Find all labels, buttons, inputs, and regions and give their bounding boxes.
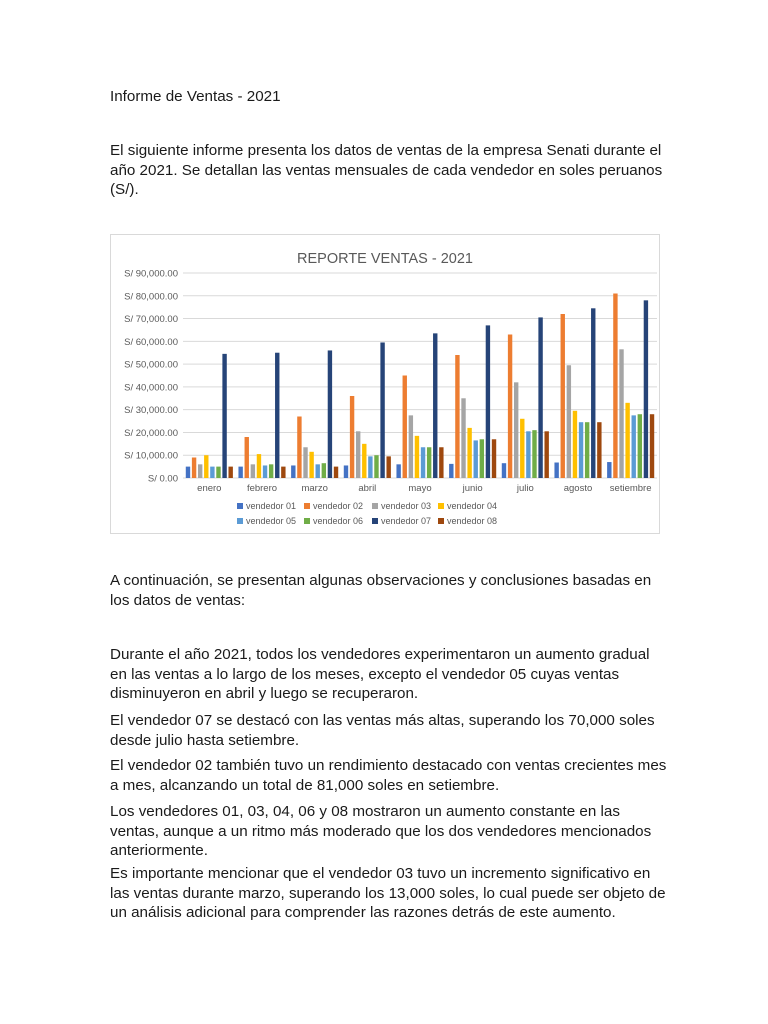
legend-label: vendedor 01 — [246, 501, 297, 511]
bar — [632, 415, 636, 478]
bar — [520, 419, 524, 478]
bar — [573, 411, 577, 478]
observation-paragraph: Los vendedores 01, 03, 04, 06 y 08 mostraron un aumento constante en las ventas, aunque a un ritmo más moderado que los dos vendedores mencionados anteriormente. — [110, 803, 652, 859]
intro-paragraph: El siguiente informe presenta los datos de ventas de la empresa Senati durante el año 2021. Se detallan las ventas mensuales de cada vendedor en soles peruanos (S/). — [110, 142, 663, 198]
bar — [625, 403, 629, 478]
document-title: Informe de Ventas - 2021 — [110, 88, 281, 105]
legend-label: vendedor 06 — [313, 516, 364, 526]
bar — [328, 350, 332, 478]
bar — [228, 467, 232, 478]
bar — [322, 463, 326, 478]
bar — [492, 439, 496, 478]
bar — [644, 300, 648, 478]
legend-label: vendedor 08 — [447, 516, 498, 526]
bar — [561, 314, 565, 478]
bar — [210, 467, 214, 478]
y-tick-label: S/ 60,000.00 — [124, 336, 178, 348]
continuation-paragraph: A continuación, se presentan algunas observaciones y conclusiones basadas en los datos de ventas: — [110, 572, 652, 609]
observation-paragraph: El vendedor 02 también tuvo un rendimiento destacado con ventas crecientes mes a mes, alcanzando un total de 81,000 soles en setiembre. — [110, 757, 667, 794]
bar — [554, 463, 558, 478]
bar — [309, 452, 313, 478]
legend-label: vendedor 05 — [246, 516, 297, 526]
legend-label: vendedor 03 — [381, 501, 432, 511]
bar — [514, 382, 518, 478]
bar — [198, 464, 202, 478]
legend-swatch — [304, 518, 310, 524]
bar — [380, 342, 384, 478]
y-tick-label: S/ 80,000.00 — [124, 291, 178, 303]
bar — [257, 454, 261, 478]
bar — [396, 464, 400, 478]
bar — [386, 456, 390, 478]
bar — [362, 444, 366, 478]
legend-swatch — [438, 503, 444, 509]
bar — [275, 353, 279, 478]
bar — [455, 355, 459, 478]
bar — [316, 464, 320, 478]
bar — [591, 308, 595, 478]
bar — [222, 354, 226, 478]
observation-paragraph: Es importante mencionar que el vendedor 03 tuvo un incremento significativo en las ventas durante marzo, superando los 13,000 soles, lo cual puede ser objeto de un análisis adicional para comprender las razones detrás de este aumento. — [110, 865, 666, 921]
bar — [607, 462, 611, 478]
bar — [204, 455, 208, 478]
y-tick-label: S/ 90,000.00 — [124, 268, 178, 280]
y-tick-label: S/ 10,000.00 — [124, 450, 178, 462]
bar — [263, 465, 267, 478]
y-tick-label: S/ 40,000.00 — [124, 382, 178, 394]
bar — [356, 431, 360, 478]
bar — [303, 447, 307, 478]
y-tick-label: S/ 50,000.00 — [124, 359, 178, 371]
bar — [449, 464, 453, 478]
y-tick-label: S/ 20,000.00 — [124, 427, 178, 439]
observation-paragraph: Durante el año 2021, todos los vendedores experimentaron un aumento gradual en las ventas a lo largo de los meses, excepto el vendedor 05 cuyas ventas disminuyeron en abril y luego se recuperaron. — [110, 646, 650, 702]
x-tick-label: marzo — [301, 483, 328, 494]
bar — [344, 465, 348, 478]
legend-swatch — [438, 518, 444, 524]
x-tick-label: febrero — [246, 483, 278, 494]
bar — [403, 376, 407, 479]
legend-swatch — [304, 503, 310, 509]
bar — [439, 447, 443, 478]
bar — [619, 349, 623, 478]
chart-title: REPORTE VENTAS - 2021 — [297, 251, 473, 267]
y-tick-label: S/ 0.00 — [147, 473, 178, 485]
y-tick-label: S/ 30,000.00 — [124, 405, 178, 417]
bar — [567, 365, 571, 478]
bar — [350, 396, 354, 478]
bar — [650, 414, 654, 478]
legend-swatch — [372, 518, 378, 524]
bar — [613, 294, 617, 479]
bar — [544, 431, 548, 478]
bar — [374, 455, 378, 478]
bar — [368, 456, 372, 478]
bar — [467, 428, 471, 478]
bar — [297, 417, 301, 479]
bar — [597, 422, 601, 478]
bar — [502, 463, 506, 478]
legend-swatch — [237, 503, 243, 509]
legend-label: vendedor 04 — [447, 501, 498, 511]
y-tick-label: S/ 70,000.00 — [124, 314, 178, 326]
bar — [474, 440, 478, 478]
bar — [186, 467, 190, 478]
bar — [245, 437, 249, 478]
bar — [433, 333, 437, 478]
bar — [526, 431, 530, 478]
legend-label: vendedor 07 — [381, 516, 432, 526]
sales-chart — [110, 234, 660, 534]
bar — [538, 317, 542, 478]
legend-swatch — [372, 503, 378, 509]
bar — [415, 436, 419, 478]
bar — [421, 447, 425, 478]
legend-swatch — [237, 518, 243, 524]
x-tick-label: abril — [358, 483, 377, 494]
bar — [238, 467, 242, 478]
x-tick-label: julio — [516, 483, 534, 494]
bar — [486, 325, 490, 478]
bar — [192, 458, 196, 479]
bar — [281, 467, 285, 478]
bar — [585, 422, 589, 478]
x-tick-label: mayo — [408, 483, 432, 494]
bar — [427, 447, 431, 478]
bar — [251, 464, 255, 478]
x-tick-label: enero — [197, 483, 222, 494]
bar — [532, 430, 536, 478]
bar — [216, 467, 220, 478]
bar — [291, 465, 295, 478]
observation-paragraph: El vendedor 07 se destacó con las ventas más altas, superando los 70,000 soles desde julio hasta setiembre. — [110, 712, 655, 749]
x-tick-label: junio — [462, 483, 483, 494]
bar — [638, 414, 642, 478]
bar — [480, 439, 484, 478]
bar — [461, 398, 465, 478]
bar — [409, 415, 413, 478]
x-tick-label: agosto — [563, 483, 593, 494]
bar — [579, 422, 583, 478]
bar — [334, 467, 338, 478]
bar — [508, 335, 512, 479]
legend-label: vendedor 02 — [313, 501, 364, 511]
x-tick-label: setiembre — [609, 483, 652, 494]
chart-canvas — [111, 235, 659, 533]
bar — [269, 464, 273, 478]
